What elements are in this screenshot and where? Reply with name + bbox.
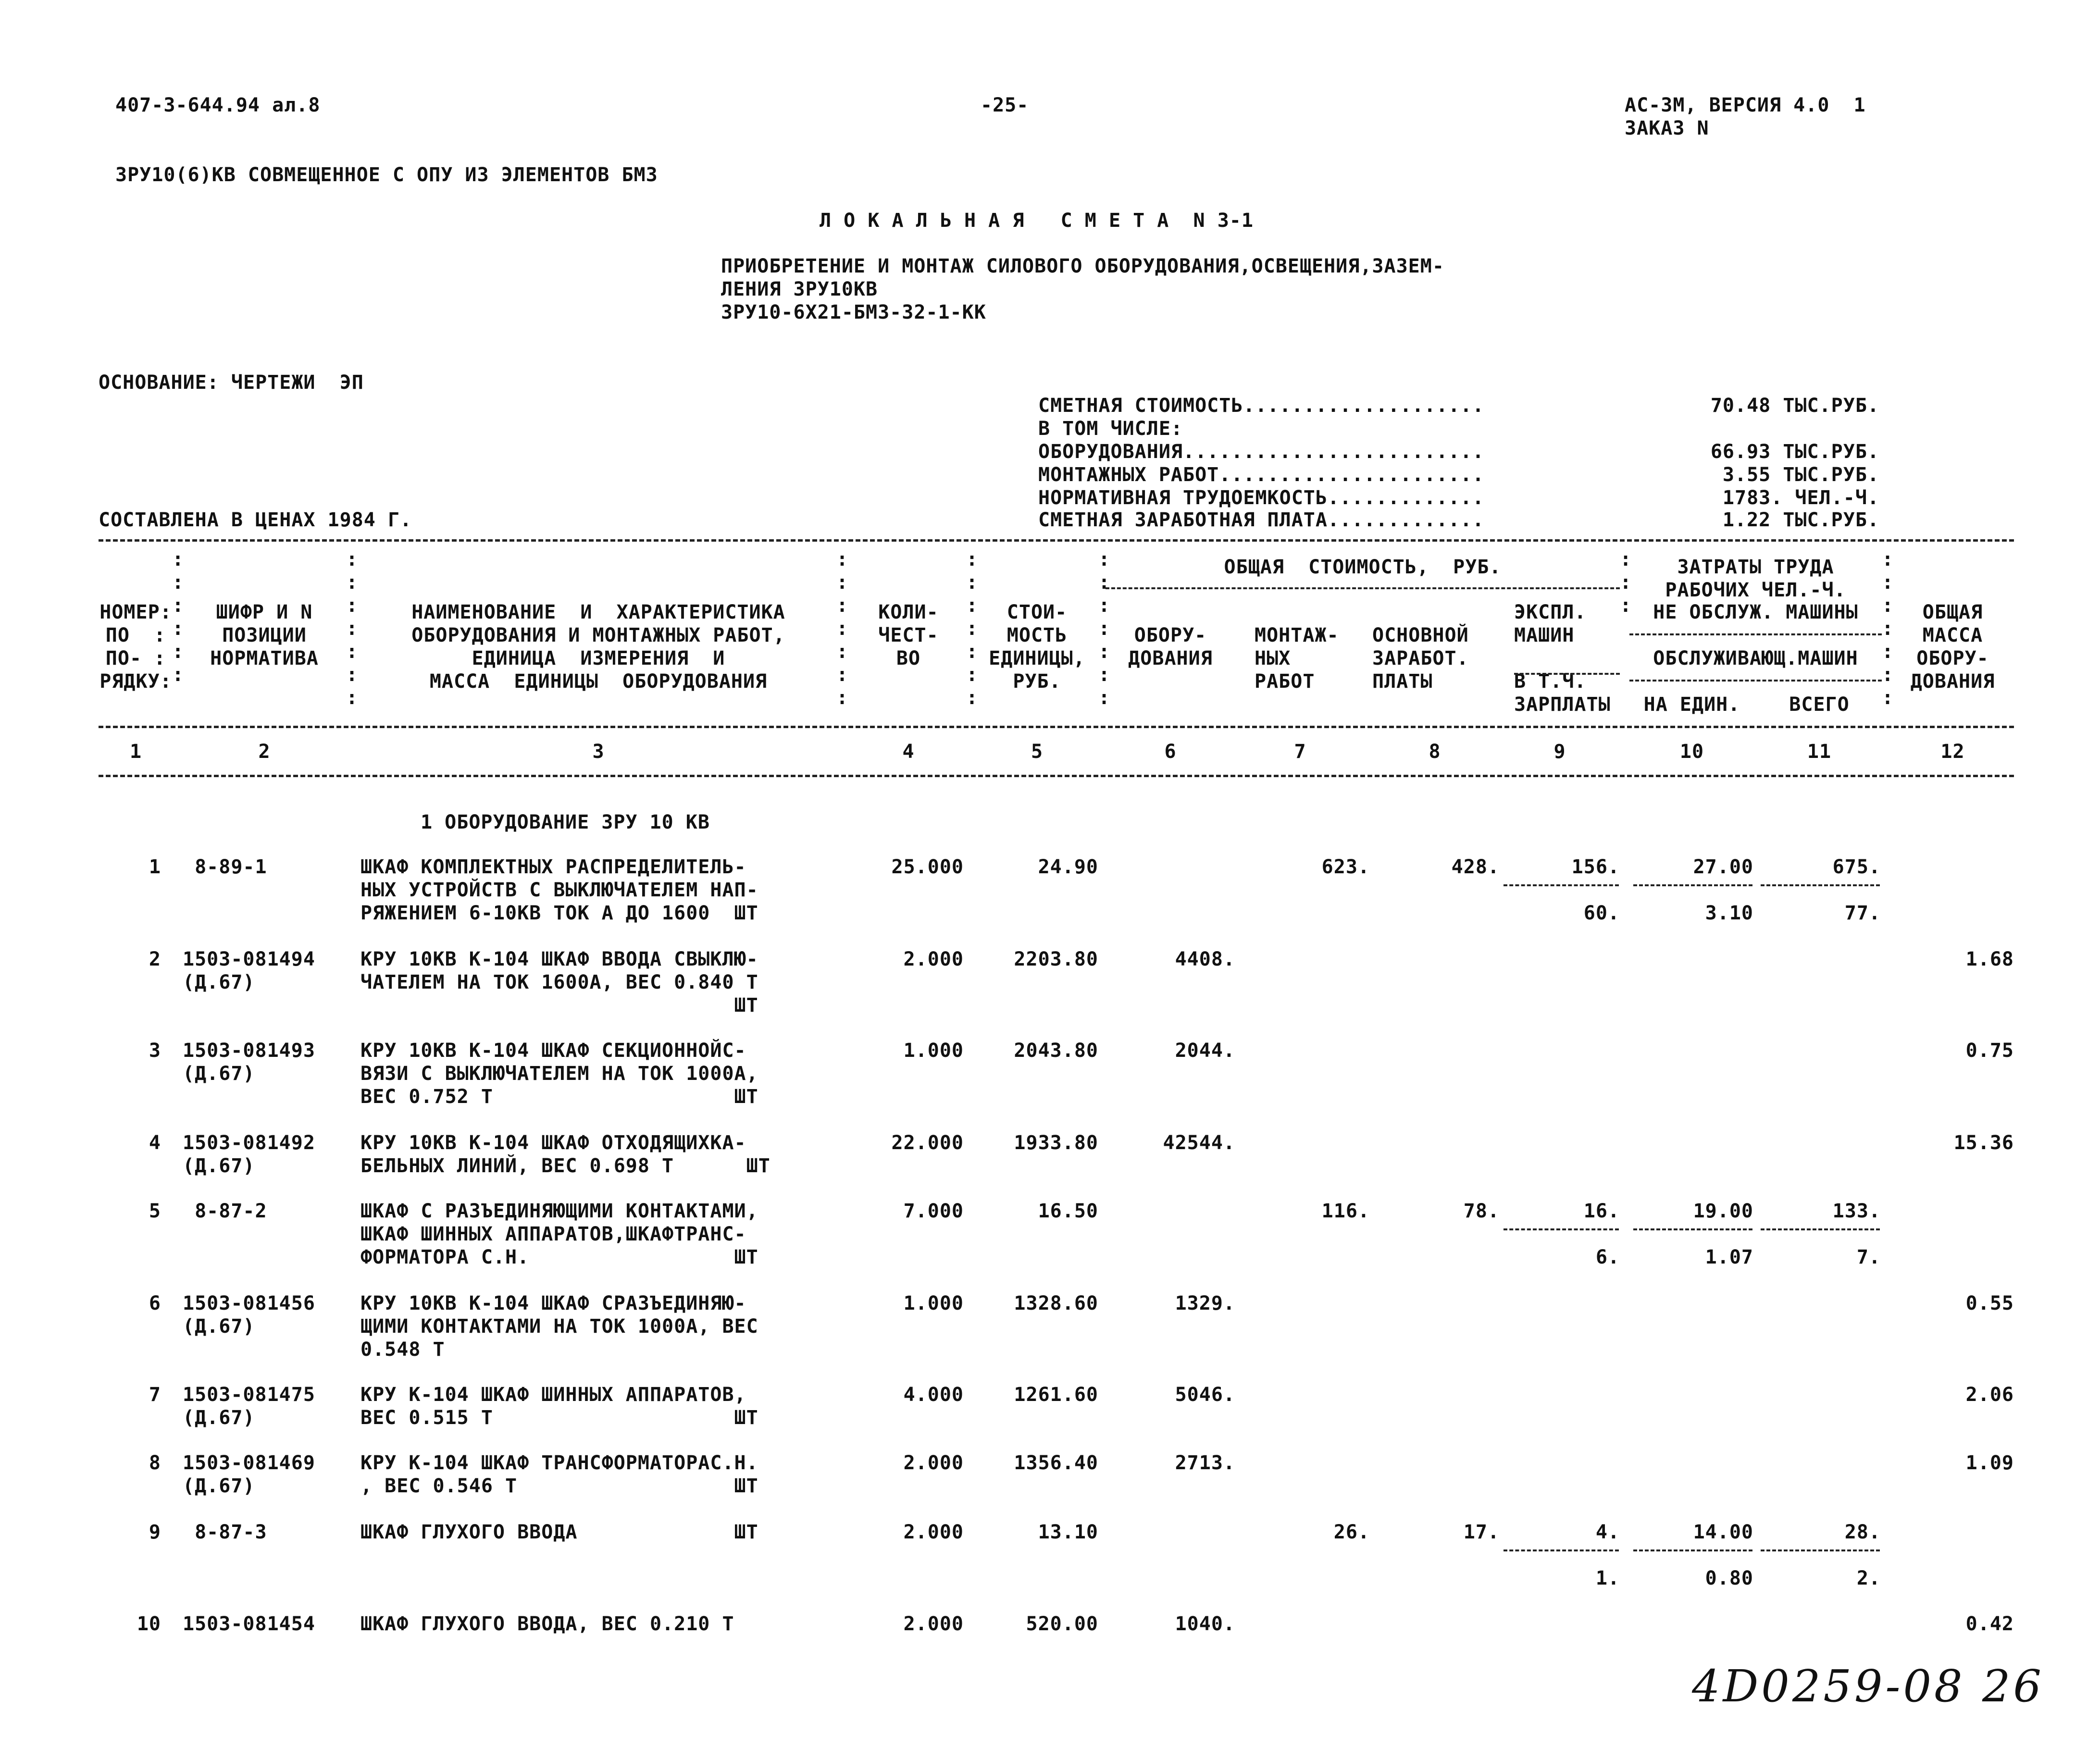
- row-equip: 42544.: [1163, 1132, 1235, 1154]
- header-col8: ОСНОВНОЙ ЗАРАБОТ. ПЛАТЫ: [1372, 624, 1469, 693]
- column-number: 7: [1294, 741, 1306, 763]
- page-number: -25-: [981, 94, 1029, 116]
- row-description: БЕЛЬНЫХ ЛИНИЙ, ВЕС 0.698 Т ШТ: [360, 1155, 770, 1177]
- row-qty: 7.000: [903, 1200, 964, 1222]
- header-col4: КОЛИ- ЧЕСТ- ВО: [878, 601, 939, 669]
- row-unit-cost: 1261.60: [1014, 1384, 1098, 1406]
- row-number: 3: [149, 1040, 161, 1062]
- column-number: 5: [1031, 741, 1044, 763]
- row-qty: 1.000: [903, 1292, 964, 1314]
- row-code: 1503-081454: [183, 1613, 315, 1635]
- row-unit-cost: 16.50: [1038, 1200, 1098, 1222]
- column-divider: : : :: [1620, 548, 1632, 617]
- estimate-subtitle-line1: ПРИОБРЕТЕНИЕ И МОНТАЖ СИЛОВОГО ОБОРУДОВАНИЯ,ОСВЕЩЕНИЯ,ЗАЗЕМ-: [721, 255, 1444, 277]
- row-code-note: (Д.67): [183, 1315, 255, 1338]
- row-code: 1503-081494: [183, 948, 315, 970]
- header-col12: ОБЩАЯ МАССА ОБОРУ- ДОВАНИЯ: [1910, 601, 1995, 693]
- subtotal-rule: [1761, 1228, 1880, 1230]
- column-number: 9: [1553, 741, 1566, 763]
- header-col1: НОМЕР: ПО : ПО- : РЯДКУ:: [99, 601, 172, 693]
- row-description: ВЕС 0.515 Т ШТ: [360, 1407, 758, 1429]
- subtotal-rule: [1633, 1228, 1752, 1230]
- row-salary: 428.: [1451, 856, 1500, 878]
- row-code-note: (Д.67): [183, 1475, 255, 1497]
- row-description: ШКАФ ГЛУХОГО ВВОДА, ВЕС 0.210 Т: [360, 1613, 734, 1635]
- header-col5: СТОИ- МОСТЬ ЕДИНИЦЫ, РУБ.: [989, 601, 1085, 693]
- column-divider: : : : : : : :: [346, 548, 358, 709]
- header-labor-rule: [1629, 680, 1882, 682]
- section-title: 1 ОБОРУДОВАНИЕ ЗРУ 10 КВ: [421, 811, 710, 833]
- header-col11: ВСЕГО: [1789, 694, 1850, 716]
- column-number: 6: [1164, 741, 1177, 763]
- row-qty: 2.000: [903, 1613, 964, 1635]
- doc-code: 407-3-644.94 ал.8: [115, 94, 321, 116]
- row-description: КРУ 10КВ К-104 ШКАФ ОТХОДЯЩИХКА-: [360, 1132, 746, 1154]
- row-description: ФОРМАТОРА С.Н. ШТ: [360, 1246, 758, 1268]
- summary-label: СМЕТНАЯ СТОИМОСТЬ....................: [1038, 395, 1485, 417]
- row-equip: 2713.: [1175, 1452, 1235, 1474]
- handwritten-note: 4D0259-08 26: [1692, 1661, 2044, 1712]
- row-equip: 1329.: [1175, 1292, 1235, 1314]
- column-divider: : : : : : : :: [836, 548, 848, 709]
- row-total-service: 77.: [1844, 902, 1881, 924]
- row-total-service: 7.: [1856, 1246, 1881, 1268]
- row-per-unit: 27.00: [1693, 856, 1753, 878]
- row-equip: 5046.: [1175, 1384, 1235, 1406]
- row-mach: 4.: [1595, 1521, 1620, 1543]
- row-per-unit: 19.00: [1693, 1200, 1753, 1222]
- column-number: 1: [129, 741, 142, 763]
- row-description: ШКАФ ШИННЫХ АППАРАТОВ,ШКАФТРАНС-: [360, 1223, 746, 1245]
- prices-note: СОСТАВЛЕНА В ЦЕНАХ 1984 Г.: [99, 509, 412, 531]
- summary-value: 70.48 ТЫС.РУБ.: [1710, 395, 1879, 417]
- subtotal-rule: [1504, 1549, 1619, 1551]
- row-mass: 0.75: [1965, 1040, 2014, 1062]
- row-qty: 4.000: [903, 1384, 964, 1406]
- row-description: ВЕС 0.752 Т ШТ: [360, 1086, 758, 1108]
- summary-label: В ТОМ ЧИСЛЕ:: [1038, 418, 1183, 440]
- column-number: 8: [1429, 741, 1441, 763]
- summary-value: 3.55 ТЫС.РУБ.: [1710, 464, 1879, 486]
- header-labor-rule: [1629, 633, 1882, 635]
- summary-value: 66.93 ТЫС.РУБ.: [1710, 441, 1879, 463]
- row-unit-cost: 13.10: [1038, 1521, 1098, 1543]
- subtotal-rule: [1504, 1228, 1619, 1230]
- row-equip: 1040.: [1175, 1613, 1235, 1635]
- row-description: 0.548 Т: [360, 1339, 445, 1361]
- table-top-rule: [99, 539, 2014, 542]
- row-mach-salary: 60.: [1583, 902, 1620, 924]
- basis: ОСНОВАНИЕ: ЧЕРТЕЖИ ЭП: [99, 372, 364, 394]
- row-description: ВЯЗИ С ВЫКЛЮЧАТЕЛЕМ НА ТОК 1000А,: [360, 1063, 758, 1085]
- row-number: 1: [149, 856, 161, 878]
- row-number: 9: [149, 1521, 161, 1543]
- column-divider: : : : : : : :: [1882, 548, 1894, 709]
- row-unit-cost: 2043.80: [1014, 1040, 1098, 1062]
- subtotal-rule: [1633, 1549, 1752, 1551]
- header-group-cost: ОБЩАЯ СТОИМОСТЬ, РУБ.: [1224, 556, 1502, 578]
- row-description: ЧАТЕЛЕМ НА ТОК 1600А, ВЕС 0.840 Т: [360, 971, 758, 993]
- row-equip: 4408.: [1175, 948, 1235, 970]
- column-number: 10: [1679, 741, 1704, 763]
- column-divider: : : : : : : :: [1098, 548, 1110, 709]
- row-description: КРУ 10КВ К-104 ШКАФ ВВОДА СВЫКЛЮ-: [360, 948, 758, 970]
- row-qty: 25.000: [891, 856, 964, 878]
- row-qty: 22.000: [891, 1132, 964, 1154]
- row-description: КРУ 10КВ К-104 ШКАФ СЕКЦИОННОЙС-: [360, 1040, 746, 1062]
- header-col9: ЭКСПЛ. МАШИН В Т.Ч. ЗАРПЛАТЫ: [1514, 601, 1611, 716]
- subtotal-rule: [1504, 884, 1619, 886]
- header-labor-machine: ОБСЛУЖИВАЮЩ.МАШИН: [1653, 647, 1858, 669]
- row-install: 623.: [1321, 856, 1370, 878]
- row-code: 8-89-1: [183, 856, 267, 878]
- row-number: 7: [149, 1384, 161, 1406]
- row-unit-cost: 1933.80: [1014, 1132, 1098, 1154]
- row-description: РЯЖЕНИЕМ 6-10КВ ТОК А ДО 1600 ШТ: [360, 902, 758, 924]
- header-group-rule: [1106, 587, 1620, 589]
- row-mass: 0.42: [1965, 1613, 2014, 1635]
- column-divider: : : : : : : :: [966, 548, 978, 709]
- header-col2: ШИФР И N ПОЗИЦИИ НОРМАТИВА: [210, 601, 319, 669]
- row-unit-cost: 2203.80: [1014, 948, 1098, 970]
- row-per-unit-service: 0.80: [1705, 1567, 1753, 1589]
- row-number: 5: [149, 1200, 161, 1222]
- row-install: 116.: [1321, 1200, 1370, 1222]
- column-number: 3: [592, 741, 605, 763]
- row-number: 4: [149, 1132, 161, 1154]
- row-total: 133.: [1832, 1200, 1881, 1222]
- row-code: 1503-081475: [183, 1384, 315, 1406]
- estimate-subtitle-line2: ЛЕНИЯ ЗРУ10КВ: [721, 278, 878, 300]
- column-number: 4: [902, 741, 915, 763]
- row-description: , ВЕС 0.546 Т ШТ: [360, 1475, 758, 1497]
- summary-label: СМЕТНАЯ ЗАРАБОТНАЯ ПЛАТА.............: [1038, 509, 1485, 531]
- row-code: 1503-081492: [183, 1132, 315, 1154]
- header-col7: МОНТАЖ- НЫХ РАБОТ: [1255, 624, 1339, 693]
- subtotal-rule: [1761, 1549, 1880, 1551]
- row-description: ШКАФ КОМПЛЕКТНЫХ РАСПРЕДЕЛИТЕЛЬ-: [360, 856, 746, 878]
- row-description: ШКАФ ГЛУХОГО ВВОДА ШТ: [360, 1521, 758, 1543]
- row-description: НЫХ УСТРОЙСТВ С ВЫКЛЮЧАТЕЛЕМ НАП-: [360, 879, 758, 901]
- subtotal-rule: [1761, 884, 1880, 886]
- row-unit-cost: 24.90: [1038, 856, 1098, 878]
- row-unit-cost: 1356.40: [1014, 1452, 1098, 1474]
- row-description: ШТ: [360, 994, 758, 1016]
- row-description: КРУ 10КВ К-104 ШКАФ СРАЗЪЕДИНЯЮ-: [360, 1292, 746, 1314]
- object-name: ЗРУ10(6)КВ СОВМЕЩЕННОЕ С ОПУ ИЗ ЭЛЕМЕНТОВ БМЗ: [115, 164, 658, 186]
- header-col6: ОБОРУ- ДОВАНИЯ: [1128, 624, 1213, 669]
- header-col10: НА ЕДИН.: [1643, 694, 1740, 716]
- program-version: АС-3М, ВЕРСИЯ 4.0 1: [1625, 94, 1866, 116]
- row-total: 28.: [1844, 1521, 1881, 1543]
- header-labor-nonmachine: НЕ ОБСЛУЖ. МАШИНЫ: [1653, 601, 1858, 623]
- row-mass: 2.06: [1965, 1384, 2014, 1406]
- row-unit-cost: 1328.60: [1014, 1292, 1098, 1314]
- row-code: 1503-081469: [183, 1452, 315, 1474]
- row-number: 10: [137, 1613, 161, 1635]
- header-labor: ЗАТРАТЫ ТРУДА РАБОЧИХ ЧЕЛ.-Ч.: [1665, 556, 1846, 601]
- column-number: 11: [1807, 741, 1832, 763]
- column-number: 2: [258, 741, 271, 763]
- row-salary: 17.: [1463, 1521, 1500, 1543]
- row-qty: 2.000: [903, 1521, 964, 1543]
- column-number: 12: [1940, 741, 1965, 763]
- estimate-title: Л О К А Л Ь Н А Я С М Е Т А N 3-1: [820, 210, 1254, 232]
- row-description: ЩИМИ КОНТАКТАМИ НА ТОК 1000А, ВЕС: [360, 1315, 758, 1338]
- row-qty: 2.000: [903, 948, 964, 970]
- row-total-service: 2.: [1856, 1567, 1881, 1589]
- row-qty: 1.000: [903, 1040, 964, 1062]
- summary-value: 1.22 ТЫС.РУБ.: [1710, 509, 1879, 531]
- estimate-subtitle-line3: ЗРУ10-6Х21-БМЗ-32-1-КК: [721, 301, 986, 323]
- row-code-note: (Д.67): [183, 1407, 255, 1429]
- row-mass: 15.36: [1953, 1132, 2014, 1154]
- row-number: 2: [149, 948, 161, 970]
- row-mach: 16.: [1583, 1200, 1620, 1222]
- row-unit-cost: 520.00: [1026, 1613, 1098, 1635]
- row-code-note: (Д.67): [183, 971, 255, 993]
- header-col9-rule: [1514, 673, 1620, 675]
- row-mass: 0.55: [1965, 1292, 2014, 1314]
- header-col3: НАИМЕНОВАНИЕ И ХАРАКТЕРИСТИКА ОБОРУДОВАНИЯ И МОНТАЖНЫХ РАБОТ, ЕДИНИЦА ИЗМЕРЕНИЯ И МАССА ЕДИНИЦЫ ОБОРУДОВАНИЯ: [411, 601, 785, 693]
- summary-label: ОБОРУДОВАНИЯ.........................: [1038, 441, 1485, 463]
- row-install: 26.: [1333, 1521, 1370, 1543]
- row-mach: 156.: [1571, 856, 1620, 878]
- subtotal-rule: [1633, 884, 1752, 886]
- row-number: 8: [149, 1452, 161, 1474]
- row-mass: 1.68: [1965, 948, 2014, 970]
- row-total: 675.: [1832, 856, 1881, 878]
- row-salary: 78.: [1463, 1200, 1500, 1222]
- summary-label: НОРМАТИВНАЯ ТРУДОЕМКОСТЬ.............: [1038, 487, 1485, 509]
- column-numbers-rule: [99, 775, 2014, 777]
- row-code-note: (Д.67): [183, 1155, 255, 1177]
- row-mach-salary: 1.: [1595, 1567, 1620, 1589]
- row-mach-salary: 6.: [1595, 1246, 1620, 1268]
- header-rule: [99, 726, 2014, 728]
- row-number: 6: [149, 1292, 161, 1314]
- row-per-unit: 14.00: [1693, 1521, 1753, 1543]
- order-number: ЗАКАЗ N: [1625, 117, 1709, 139]
- summary-label: МОНТАЖНЫХ РАБОТ......................: [1038, 464, 1485, 486]
- row-equip: 2044.: [1175, 1040, 1235, 1062]
- row-qty: 2.000: [903, 1452, 964, 1474]
- row-description: КРУ К-104 ШКАФ ШИННЫХ АППАРАТОВ,: [360, 1384, 746, 1406]
- row-per-unit-service: 3.10: [1705, 902, 1753, 924]
- row-code: 1503-081493: [183, 1040, 315, 1062]
- row-code: 8-87-3: [183, 1521, 267, 1543]
- row-per-unit-service: 1.07: [1705, 1246, 1753, 1268]
- row-description: ШКАФ С РАЗЪЕДИНЯЮЩИМИ КОНТАКТАМИ,: [360, 1200, 758, 1222]
- row-code-note: (Д.67): [183, 1063, 255, 1085]
- row-code: 1503-081456: [183, 1292, 315, 1314]
- row-mass: 1.09: [1965, 1452, 2014, 1474]
- summary-value: 1783. ЧЕЛ.-Ч.: [1722, 487, 1879, 509]
- row-description: КРУ К-104 ШКАФ ТРАНСФОРМАТОРАС.Н.: [360, 1452, 758, 1474]
- column-divider: : : : : : :: [172, 548, 184, 686]
- row-code: 8-87-2: [183, 1200, 267, 1222]
